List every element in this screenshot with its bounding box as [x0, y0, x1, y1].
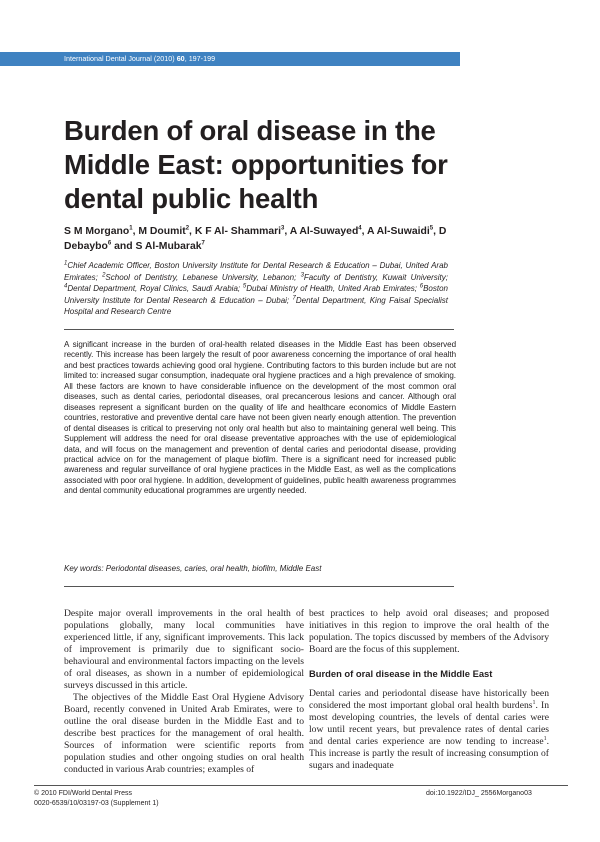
journal-name: International Dental Journal (2010) [64, 54, 175, 63]
citation-ref: 1 [543, 735, 547, 742]
author: D Debaybo [64, 226, 447, 252]
footer-rule [34, 785, 568, 786]
affiliation: Dental Department, King Faisal Specialist Hospital and Research Centre [64, 295, 449, 316]
journal-volume: 60 [176, 54, 185, 63]
abstract-bottom-rule [64, 586, 454, 587]
author: S Al-Mubarak [135, 241, 202, 252]
body-column-left [64, 608, 304, 776]
affiliation: Dubai Ministry of Health, United Arab Emirates; [246, 284, 417, 293]
body-paragraph: best practices to help avoid oral diseases; and proposed initiatives in this region to improve the oral health of the population. The topics discussed by members of the Advisory Board are the focus of this supplement. [309, 608, 549, 655]
footer-left [34, 789, 159, 809]
section-heading: Burden of oral disease in the Middle East [309, 668, 493, 679]
keywords: Key words: Periodontal diseases, caries, oral health, biofilm, Middle East [64, 564, 322, 573]
body-paragraph: The objectives of the Middle East Oral Hygiene Advisory Board, recently convened in United Arab Emirates, were to outline the oral disease burden in the Middle East and to describe best practices for the management of oral health. Sources of information were scientific reports from population studies and other ongoing studies on oral health conducted in various Arab countries; examples of [64, 692, 304, 775]
affiliation: Chief Academic Officer, Boston University Institute for Dental Research & Education – Dubai, United Arab Emirates; [64, 261, 448, 282]
author-list: S M Morgano$^1$, M Doumit$^2$, K F Al- Shammari$^3$, A Al-Suwayed$^4$, A Al-Suwaidi$^5$, D Debaybo$^6$ and S Al-Mubarak$^7$ [64, 225, 447, 252]
footer-issn: 0020-6539/10/03197-03 (Supplement 1) [34, 800, 159, 807]
citation-ref: 1 [532, 699, 536, 706]
author: S M Morgano [64, 226, 130, 237]
author: A Al-Suwaidi [367, 226, 430, 237]
affiliation: School of Dentistry, Lebanese University, Lebanon; [105, 272, 297, 282]
footer-copyright: © 2010 FDI/World Dental Press [34, 790, 133, 797]
authors-and: and [114, 241, 133, 252]
abstract-top-rule [64, 329, 454, 330]
footer-doi: doi:10.1922/IDJ_ 2556Morgano03 [426, 790, 532, 797]
body-paragraph: Despite major overall improvements in the oral health of populations globally, many local communities have experienced little, if any, significant improvements. This lack of improvement is primarily due to significant socio-behavioural and environmental factors impacting on the levels of oral diseases, as shown in a number of epidemiological surveys discussed in this article. [64, 608, 304, 691]
journal-pages: 197-199 [188, 54, 216, 63]
author: A Al-Suwayed [289, 226, 359, 237]
affiliation: Faculty of Dentistry, Kuwait University; [303, 272, 448, 282]
abstract: A significant increase in the burden of oral-health related diseases in the Middle East has been observed recently. This increase has been largely the result of poor awareness concerning the importance of oral health and best practices towards achieving good oral hygiene. Contributing factors to this burden include but are not limited to: increased sugar consumption, inadequate oral hygiene practices and a high prevalence of smoking. All these factors are known to have considerable influence on the development of the most common oral diseases, such as dental caries, periodontal diseases, oral precancerous lesions and cancer. Although oral diseases represent a significant burden on the quality of life and healthcare economics of Middle Eastern countries, restorative and preventive dental care have not been given nearly enough attention. The prevention of dental diseases is critical to preserving not only oral health but also to maintaining general well being. This Supplement will address the need for oral disease preventative approaches with the use of epidemiological data, and will focus on the management and prevention of dental caries and periodontal disease, providing practical advice on for the management of plaque biofilm. There is a significant need for increased public awareness and regular surveillance of oral hygiene practices in the Middle East, as well as the complications associated with poor oral hygiene. In addition, development of guidelines, public health awareness programmes and dental community educational programmes are urgently needed. [64, 340, 456, 496]
affiliation: Dental Department, Royal Clinics, Saudi Arabia; [67, 284, 241, 293]
article-title: Burden of oral disease in the Middle East: opportunities for dental public health [64, 115, 448, 214]
body-paragraph: Dental caries and periodontal disease have historically been considered the most important global oral health burdens$^1$. In most developing countries, the levels of dental caries were low until recent years, but prevalence rates of dental caries and dental caries experience are now tending to increase$^1$. This increase is partly the result of increasing consumption of sugars and inadequate [309, 688, 549, 771]
affiliation: Boston University Institute for Dental Research & Education – Dubai; [64, 284, 448, 305]
journal-header-bar: International Dental Journal (2010) 60, 197-199 [0, 52, 460, 66]
affiliations: $^1$Chief Academic Officer, Boston University Institute for Dental Research & Education – Dubai, United Arab Emirates; $^2$School of Dentistry, Lebanese University, Lebanon; $^3$Faculty of Dentistry, Kuwait University; $^4$Dental Department, Royal Clinics, Saudi Arabia; $^5$Dubai Ministry of Health, United Arab Emirates; $^6$Boston University Institute for Dental Research & Education – Dubai; $^7$Dental Department, King Faisal Specialist Hospital and Research Centre [64, 260, 449, 316]
author: M Doumit [138, 226, 186, 237]
author: K F Al- Shammari [194, 226, 282, 237]
body-column-right [309, 608, 549, 772]
